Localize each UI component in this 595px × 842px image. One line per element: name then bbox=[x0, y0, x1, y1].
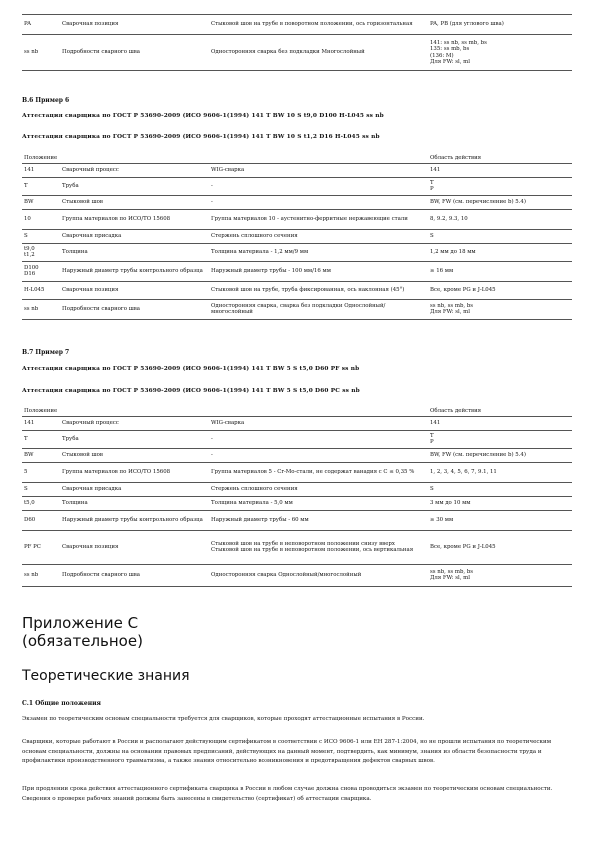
table-cell: Сварочная позиция bbox=[62, 543, 119, 550]
table-cell: ss nb bbox=[24, 49, 39, 56]
table-cell: - bbox=[211, 435, 213, 442]
header-cell: Положение bbox=[24, 407, 58, 414]
table-cell: Односторонняя сварка Однослойный/многослойный bbox=[211, 571, 362, 578]
table-cell: S bbox=[24, 232, 28, 239]
table-row bbox=[22, 243, 572, 261]
table-cell: WIG-сварка bbox=[211, 166, 245, 173]
example6-cert-2: Аттестация сварщика по ГОСТ Р 53690-2009 (ИСО 9606-1(1994) 141 T BW 10 S t1,2 D16 H-L045 ss nb bbox=[22, 134, 380, 140]
paragraph-3: При продлении срока действия аттестационного сертификата сварщика в России в любом случае должна снова проводиться экзамен по теоретическим основам специальности. Сведения о проверке рабочих знаний должны быть занесены в свидетельство (сертификат) об аттестации сварщика. bbox=[22, 786, 553, 802]
table-cell: Стыковой шов bbox=[62, 198, 103, 205]
table-cell: T P bbox=[430, 179, 434, 192]
table-cell: Труба bbox=[62, 182, 79, 189]
table-cell: Группа материалов 10 - аустенитно-ферритные нержавеющие стали bbox=[211, 215, 408, 222]
table-cell: 1, 2, 3, 4, 5, 6, 7, 9.1, 11 bbox=[430, 468, 497, 475]
table-cell: D60 bbox=[24, 516, 36, 523]
appendix-subtitle: Теоретические знания bbox=[22, 668, 190, 684]
table-row bbox=[22, 163, 572, 177]
table-cell: Все, кроме PG и J-L045 bbox=[430, 543, 496, 550]
table-cell: Стыковой шов на трубе в неповоротном положении снизу вверх Стыковой шов на трубе в неповоротном положении, ось вертикальная bbox=[211, 540, 414, 553]
table-row bbox=[22, 299, 572, 319]
table-cell: BW, FW (см. перечисление b) 5.4) bbox=[430, 451, 526, 458]
table-cell: Толщина bbox=[62, 248, 88, 255]
table-cell: t9,0 t1,2 bbox=[24, 245, 35, 258]
table-cell: - bbox=[211, 198, 213, 205]
paragraph-1: Экзамен по теоретическим основам специальности требуется для сварщиков, которые проходят аттестационные испытания в России. bbox=[22, 716, 425, 722]
table-cell: T P bbox=[430, 432, 434, 445]
table-cell: t5,0 bbox=[24, 499, 35, 506]
table-row bbox=[22, 564, 572, 586]
header-cell bbox=[60, 153, 209, 163]
table-cell: D100 D16 bbox=[24, 264, 39, 277]
header-cell bbox=[209, 406, 428, 416]
example6-title: В.6 Пример 6 bbox=[22, 97, 70, 104]
table-cell: Сварочный процесс bbox=[62, 419, 119, 426]
table-cell: PA, PB (для углового шва) bbox=[430, 21, 504, 28]
table-cell: PF PC bbox=[24, 543, 41, 550]
table-cell: 141: ss nb, ss mb, bs 135: ss mb, bs (136: M) Для FW: sl, ml bbox=[430, 40, 487, 65]
example7-cert-2: Аттестация сварщика по ГОСТ Р 53690-2009 (ИСО 9606-1(1994) 141 T BW 5 S t5,0 D60 PC ss nb bbox=[22, 388, 360, 394]
table-row bbox=[22, 510, 572, 530]
top-table bbox=[22, 14, 572, 71]
table-cell: Подробности сварного шва bbox=[62, 305, 140, 312]
table-cell: ss nb bbox=[24, 571, 39, 578]
appendix-title: Приложение С bbox=[22, 614, 139, 632]
table-cell: ss nb bbox=[24, 305, 39, 312]
table-cell: S bbox=[430, 485, 434, 492]
table-row bbox=[22, 229, 572, 243]
table-cell: - bbox=[211, 182, 213, 189]
table-cell: Сварочная присадка bbox=[62, 485, 122, 492]
appendix-heading bbox=[0, 614, 143, 650]
table-row bbox=[22, 15, 572, 35]
table-row bbox=[22, 209, 572, 229]
table-cell: 141 bbox=[24, 166, 35, 173]
table-row bbox=[22, 261, 572, 281]
table-row bbox=[22, 530, 572, 564]
table-cell: Наружный диаметр трубы контрольного образца bbox=[62, 267, 203, 274]
table-cell: Сварочная присадка bbox=[62, 232, 122, 239]
table-cell: Сварочная позиция bbox=[62, 21, 119, 28]
table-cell: 5 bbox=[24, 468, 28, 475]
table-cell: 141 bbox=[430, 166, 441, 173]
table-cell: ≥ 16 мм bbox=[430, 267, 454, 274]
table-row bbox=[22, 448, 572, 462]
example7-table-wrap bbox=[0, 406, 572, 587]
table-cell: Стержень сплошного сечения bbox=[211, 485, 298, 492]
table-cell: BW bbox=[24, 198, 34, 205]
table-cell: ss nb, ss mb, bs Для FW: sl, ml bbox=[430, 302, 474, 315]
paragraph-2: Сварщики, которые работают в России и располагают действующим сертификатом в соответствии с ИСО 9606-1 или ЕН 287-1:2004, но не прошли испытания по теоретическим основам специальности, должны на основании правовых предписаний, действующих на данный момент, подтвердить, как минимум, знания из области безопасности труда и профилактики производственного травматизма, а также знания относительно возникновения и предотвращения дефектов сварных швов. bbox=[22, 739, 552, 765]
header-cell: Область действия bbox=[430, 154, 482, 161]
table-cell: Толщина bbox=[62, 499, 88, 506]
header-cell: Область действия bbox=[430, 407, 482, 414]
table-cell: WIG-сварка bbox=[211, 419, 245, 426]
table-cell: H-L045 bbox=[24, 286, 45, 293]
table-cell: BW, FW (см. перечисление b) 5.4) bbox=[430, 198, 526, 205]
table-row bbox=[22, 35, 572, 71]
table-row bbox=[22, 496, 572, 510]
table-row bbox=[22, 482, 572, 496]
table-cell: Подробности сварного шва bbox=[62, 571, 140, 578]
table-cell: Наружный диаметр трубы - 60 мм bbox=[211, 516, 309, 523]
table-cell: ≥ 30 мм bbox=[430, 516, 454, 523]
table-cell: T bbox=[24, 435, 28, 442]
example6-table bbox=[22, 153, 572, 320]
table-cell: 141 bbox=[24, 419, 35, 426]
table-row bbox=[22, 416, 572, 430]
example7-cert-1: Аттестация сварщика по ГОСТ Р 53690-2009 (ИСО 9606-1(1994) 141 T BW 5 S t5,0 D60 PF ss nb bbox=[22, 366, 360, 372]
table-cell: Труба bbox=[62, 435, 79, 442]
table-cell: Наружный диаметр трубы контрольного образца bbox=[62, 516, 203, 523]
table-cell: Односторонняя сварка, сварка без подкладки Однослойный/многослойный bbox=[211, 302, 386, 315]
header-cell bbox=[60, 406, 209, 416]
table-cell: Сварочная позиция bbox=[62, 286, 119, 293]
table-cell: Все, кроме PG и J-L045 bbox=[430, 286, 496, 293]
table-cell: S bbox=[24, 485, 28, 492]
table-cell: 3 мм до 10 мм bbox=[430, 499, 471, 506]
table-cell: Односторонняя сварка без подкладки Многослойный bbox=[211, 49, 365, 56]
header-cell bbox=[209, 153, 428, 163]
table-cell: Стыковой шов на трубе, труба фиксированная, ось наклонная (45°) bbox=[211, 286, 405, 293]
table-cell: Сварочный процесс bbox=[62, 166, 119, 173]
section-heading: С.1 Общие положения bbox=[22, 700, 101, 707]
table-cell: Группа материалов по ИСО/ТО 15608 bbox=[62, 215, 171, 222]
example6-table-wrap bbox=[0, 153, 572, 320]
table-cell: Группа материалов по ИСО/ТО 15608 bbox=[62, 468, 171, 475]
header-cell: Положение bbox=[24, 154, 58, 161]
table-cell: 10 bbox=[24, 215, 31, 222]
table-cell: Подробности сварного шва bbox=[62, 49, 140, 56]
table-cell: BW bbox=[24, 451, 34, 458]
table-cell: Стыковой шов на трубе в поворотном положении, ось горизонтальная bbox=[211, 21, 413, 28]
table-cell: Наружный диаметр трубы - 100 мм/16 мм bbox=[211, 267, 331, 274]
table-cell: 1,2 мм до 18 мм bbox=[430, 248, 476, 255]
table-cell: S bbox=[430, 232, 434, 239]
appendix-type: (обязательное) bbox=[22, 632, 143, 650]
example7-table bbox=[22, 406, 572, 587]
table-cell: T bbox=[24, 182, 28, 189]
table-cell: 141 bbox=[430, 419, 441, 426]
table-cell: Группа материалов 5 - Cr-Mo-стали, не содержат ванадия с C ≤ 0,35 % bbox=[211, 468, 415, 475]
table-cell: ss nb, ss mb, bs Для FW: sl, ml bbox=[430, 568, 474, 581]
table-row bbox=[22, 177, 572, 195]
table-header-row bbox=[22, 406, 572, 416]
table-cell: PA bbox=[24, 21, 32, 28]
top-table-wrap bbox=[0, 14, 572, 71]
table-cell: - bbox=[211, 451, 213, 458]
table-cell: 8, 9.2, 9.3, 10 bbox=[430, 215, 468, 222]
example6-cert-1: Аттестация сварщика по ГОСТ Р 53690-2009 (ИСО 9606-1(1994) 141 T BW 10 S t9,0 D100 H-L045 ss nb bbox=[22, 113, 384, 119]
example7-title: В.7 Пример 7 bbox=[22, 349, 70, 356]
table-cell: Стержень сплошного сечения bbox=[211, 232, 298, 239]
table-row bbox=[22, 462, 572, 482]
table-cell: Толщина материала - 5,0 мм bbox=[211, 499, 293, 506]
table-header-row bbox=[22, 153, 572, 163]
table-row bbox=[22, 281, 572, 299]
table-row bbox=[22, 195, 572, 209]
table-row bbox=[22, 430, 572, 448]
table-cell: Стыковой шов bbox=[62, 451, 103, 458]
table-cell: Толщина материала - 1,2 мм/9 мм bbox=[211, 248, 309, 255]
